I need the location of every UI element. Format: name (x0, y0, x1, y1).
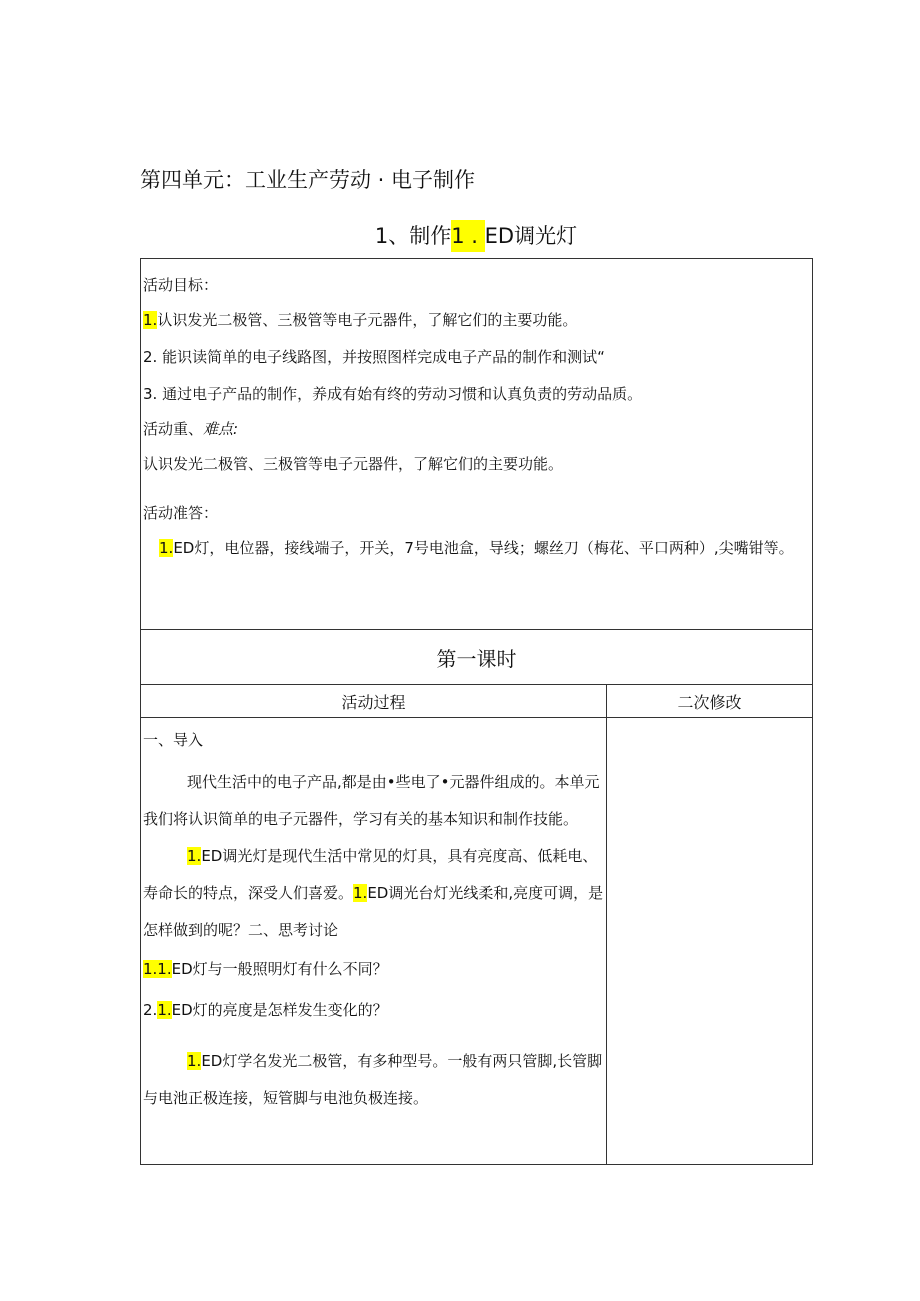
intro-heading: 一、导入 (143, 731, 204, 749)
led-para-text-1: ED调光灯是现代生活中常见的灯具，具有亮度高、低耗电、寿命长的特点，深受人们喜爱。 (143, 847, 598, 902)
lesson-title-highlight: 1 . (451, 220, 484, 252)
question-2-text: ED灯的亮度是怎样发生变化的？ (171, 1001, 388, 1019)
lesson-title-suffix: ED调光灯 (484, 224, 578, 248)
lesson-title-prefix: 1、制作 (374, 224, 452, 248)
session-title: 第一课时 (141, 630, 813, 685)
key-points-label (143, 413, 810, 446)
key-points-text: 认识发光二极管、三极管等电子元器件，了解它们的主要功能。 (143, 455, 564, 473)
led-para-highlight-2: 1. (353, 884, 368, 902)
led-para-highlight-1: 1. (187, 847, 202, 865)
led-para-text-2: ED调光台灯光线柔和,亮度可调，是怎样做到的呢？二、思考讨论 (143, 884, 604, 939)
preparation-text (143, 530, 810, 567)
preparation-highlight: 1. (159, 539, 174, 557)
question-1 (143, 951, 604, 988)
question-1-text: ED灯与一般照明灯有什么不同？ (171, 960, 388, 978)
process-cell (141, 718, 607, 1165)
key-points-label-b: 难点: (203, 420, 239, 438)
goal-item-2: 2. 能识读简单的电子线路图，并按照图样完成电子产品的制作和测试“ (143, 348, 605, 366)
led-paragraph (143, 838, 604, 949)
goal-item-1 (143, 302, 810, 339)
question-2 (143, 992, 604, 1029)
lesson-plan-table (140, 258, 813, 1165)
goals-label: 活动目标： (143, 276, 219, 294)
lesson-title (0, 220, 920, 250)
preparation-body: ED灯，电位器，接线端子，开关，7号电池盒，导线；螺丝刀（梅花、平口两种）,尖嘴钳等。 (173, 539, 794, 557)
goal-item-3: 3. 通过电子产品的制作，养成有始有终的劳动习惯和认真负责的劳动品质。 (143, 385, 643, 403)
goal-1-text: 认识发光二极管、三极管等电子元器件，了解它们的主要功能。 (157, 311, 578, 329)
revision-cell (607, 718, 813, 1165)
goal-1-highlight: 1. (143, 311, 158, 329)
goals-cell (141, 259, 813, 630)
question-2-highlight: 1. (157, 1001, 172, 1019)
column-header-process: 活动过程 (141, 685, 607, 718)
intro-paragraph: 现代生活中的电子产品,都是由•些电了•元器件组成的。本单元我们将认识简单的电子元器件，学习有关的基本知识和制作技能。 (143, 773, 600, 828)
led-info-text: ED灯学名发光二极管，有多种型号。一般有两只管脚,长管脚与电池正极连接，短管脚与电池负极连接。 (143, 1052, 603, 1107)
led-info-highlight: 1. (187, 1052, 202, 1070)
column-header-revision: 二次修改 (607, 685, 813, 718)
question-2-prefix: 2. (143, 1001, 158, 1019)
led-info-paragraph (143, 1043, 604, 1117)
question-1-highlight: 1.1. (143, 960, 172, 978)
preparation-label: 活动准答： (143, 504, 219, 522)
key-points-label-a: 活动重、 (143, 420, 204, 438)
unit-title: 第四单元：工业生产劳动 · 电子制作 (140, 168, 476, 192)
